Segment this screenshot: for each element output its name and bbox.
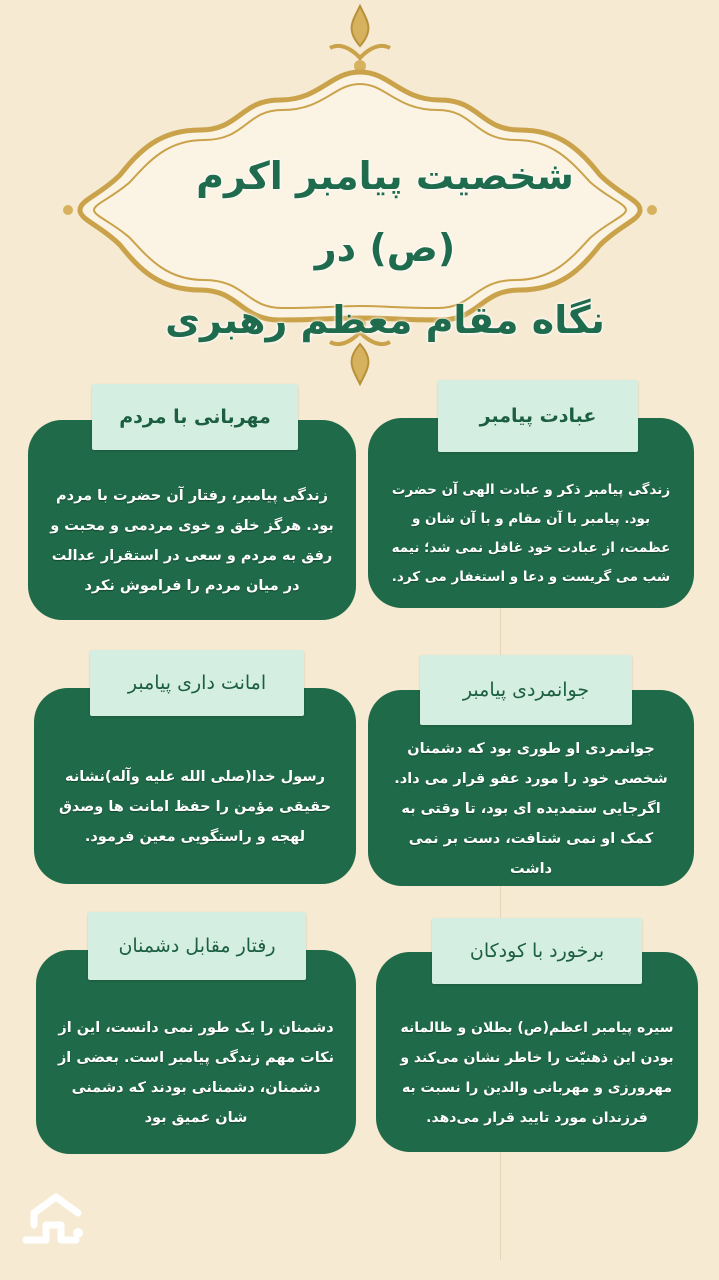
card-koodakan-label: برخورد با کودکان <box>432 918 642 984</box>
card-mehrabani <box>28 420 356 620</box>
card-amanat-label: امانت داری پیامبر <box>90 650 304 716</box>
card-amanat <box>34 688 356 884</box>
card-amanat-text: رسول خدا(صلی الله علیه وآله)نشانه حقیقی مؤمن را حفظ امانت ها وصدق لهجه و راستگویی معین فرمود. <box>58 769 332 845</box>
agency-logo-icon <box>16 1185 96 1255</box>
card-mehrabani-label: مهربانی با مردم <box>92 384 298 450</box>
card-javanmardi-label: جوانمردی پیامبر <box>420 655 632 725</box>
title-line-2: نگاه مقام معظم رهبری <box>165 298 605 342</box>
card-ebadat-text: زندگی پیامبر ذکر و عبادت الهی آن حضرت بود. پیامبر با آن مقام و با آن شان و عظمت، از عبادت خود غافل نمی شد؛ نیمه شب می گریست و دعا و استغفار می کرد. <box>391 482 671 585</box>
page-title <box>150 140 620 356</box>
card-doshmanan <box>36 950 356 1154</box>
title-line-1: شخصیت پیامبر اکرم (ص) در <box>196 154 574 270</box>
card-doshmanan-label: رفتار مقابل دشمنان <box>88 912 306 980</box>
card-koodakan-text: سیره پیامبر اعظم(ص) بطلان و ظالمانه بودن این ذهنیّت را خاطر نشان می‌کند و مهرورزی و مهربانی والدین را نسبت به فرزندان مورد تایید قرار می‌دهد. <box>400 1020 674 1126</box>
card-mehrabani-text: زندگی پیامبر، رفتار آن حضرت با مردم بود. هرگز خلق و خوی مردمی و محبت و رفق به مردم و سعی در استقرار عدالت در میان مردم را فراموش نکرد <box>50 488 334 594</box>
card-doshmanan-text: دشمنان را یک طور نمی دانست، این از نکات مهم زندگی پیامبر است. بعضی از دشمنان، دشمنانی بودند که دشمنی شان عمیق بود <box>57 1020 335 1126</box>
card-javanmardi-text: جوانمردی او طوری بود که دشمنان شخصی خود را مورد عفو قرار می داد. اگرجایی ستمدیده ای بود، تا وقتی به کمک او نمی شتافت، دست بر نمی داشت <box>394 741 668 877</box>
card-ebadat-label: عبادت پیامبر <box>438 380 638 452</box>
